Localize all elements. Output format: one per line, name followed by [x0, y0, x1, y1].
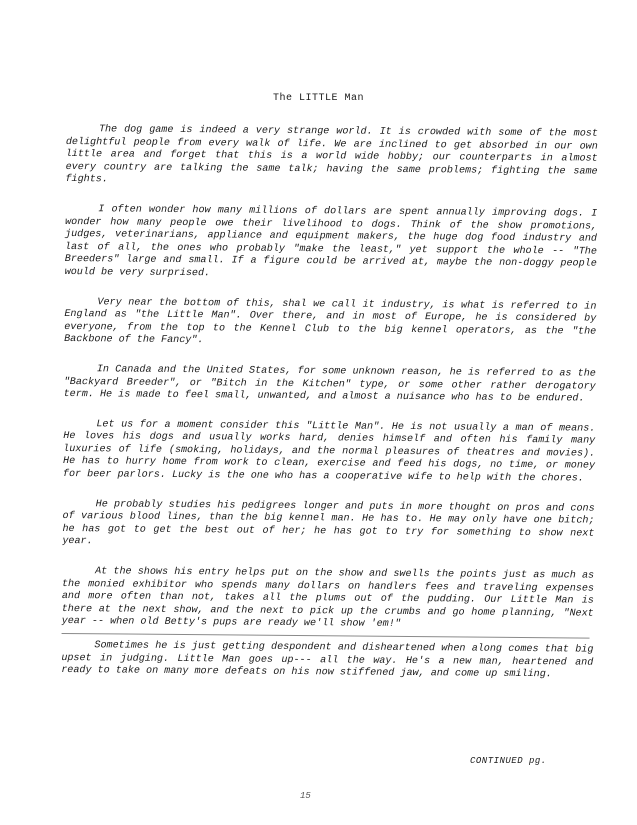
paragraph-4: In Canada and the United States, for some unknown reason, he is referred to as the "Backyard Breeder", or "Bitch in the Kitchen" type, or some other rather derogatory term. He is made to feel small, unwanted, and almost a nuisance who has to be endured.: [63, 364, 596, 405]
separator-line: [62, 633, 590, 639]
continued-note: CONTINUED pg.: [470, 756, 547, 766]
paragraph-1: The dog game is indeed a very strange world. It is crowded with some of the most delightful people from every walk of life. We are inclined to get absorbed in our own little area and forget that this is a world wide hobby; our counterparts in almost every country are talking the same talk; having the same problems; fighting the same fights.: [65, 124, 598, 186]
paragraph-2: I often wonder how many millions of dollars are spent annually improving dogs. I wonder how many people owe their livelihood to dogs. Think of the show promotions, judges, veterinarians, appliance and equipment makers, the huge dog food industry and last of all, the ones who probably "make the least," yet support the whole -- "The Breeders" large and small. If a figure could be arrived at, maybe the non-doggy people would be very surprised.: [64, 204, 598, 280]
paragraph-7: At the shows his entry helps put on the show and swells the points just as much as the monied exhibitor who spends many dollars on handlers fees and traveling expenses and more often than not, takes all the plums out of the pudding. Our Little Man is there at the next show, and the next to pick up the crumbs and go home planning, "Next year -- when old Betty's pups are ready we'll show 'em!": [61, 566, 595, 631]
page-number: 15: [300, 791, 311, 801]
paragraph-6: He probably studies his pedigrees longer and puts in more thought on pros and cons of various blood lines, than the big kennel man. He has to. He may only have one bitch; he has got to get the best out of her; he has got to try for something to show next year.: [62, 498, 595, 548]
paragraph-8: Sometimes he is just getting despondent and disheartened when along comes that big upset in judging. Little Man goes up--- all the way. He's a new man, heartened and ready to take on many more defeats on his now stiffened jaw, and come up smiling.: [61, 640, 594, 681]
paragraph-5: Let us for a moment consider this "Little Man". He is not usually a man of means. He loves his dogs and usually works hard, denies himself and often his family many luxuries of life (smoking, holidays, and the normal pleasures of theatres and movies). He has to hurry home from work to clean, exercise and feed his dogs, no time, or money for beer parlors. Lucky is the one who has a cooperative wife to help with the chores.: [62, 418, 596, 485]
document-body: [61, 124, 598, 699]
paragraph-3: Very near the bottom of this, shal we call it industry, is what is referred to in England as "the Little Man". Over there, and in most of Europe, he is considered by everyone, from the top to the Kennel Club to the big kennel operators, as the "the Backbone of the Fancy".: [64, 296, 597, 347]
document-title: The LITTLE Man: [272, 93, 364, 104]
